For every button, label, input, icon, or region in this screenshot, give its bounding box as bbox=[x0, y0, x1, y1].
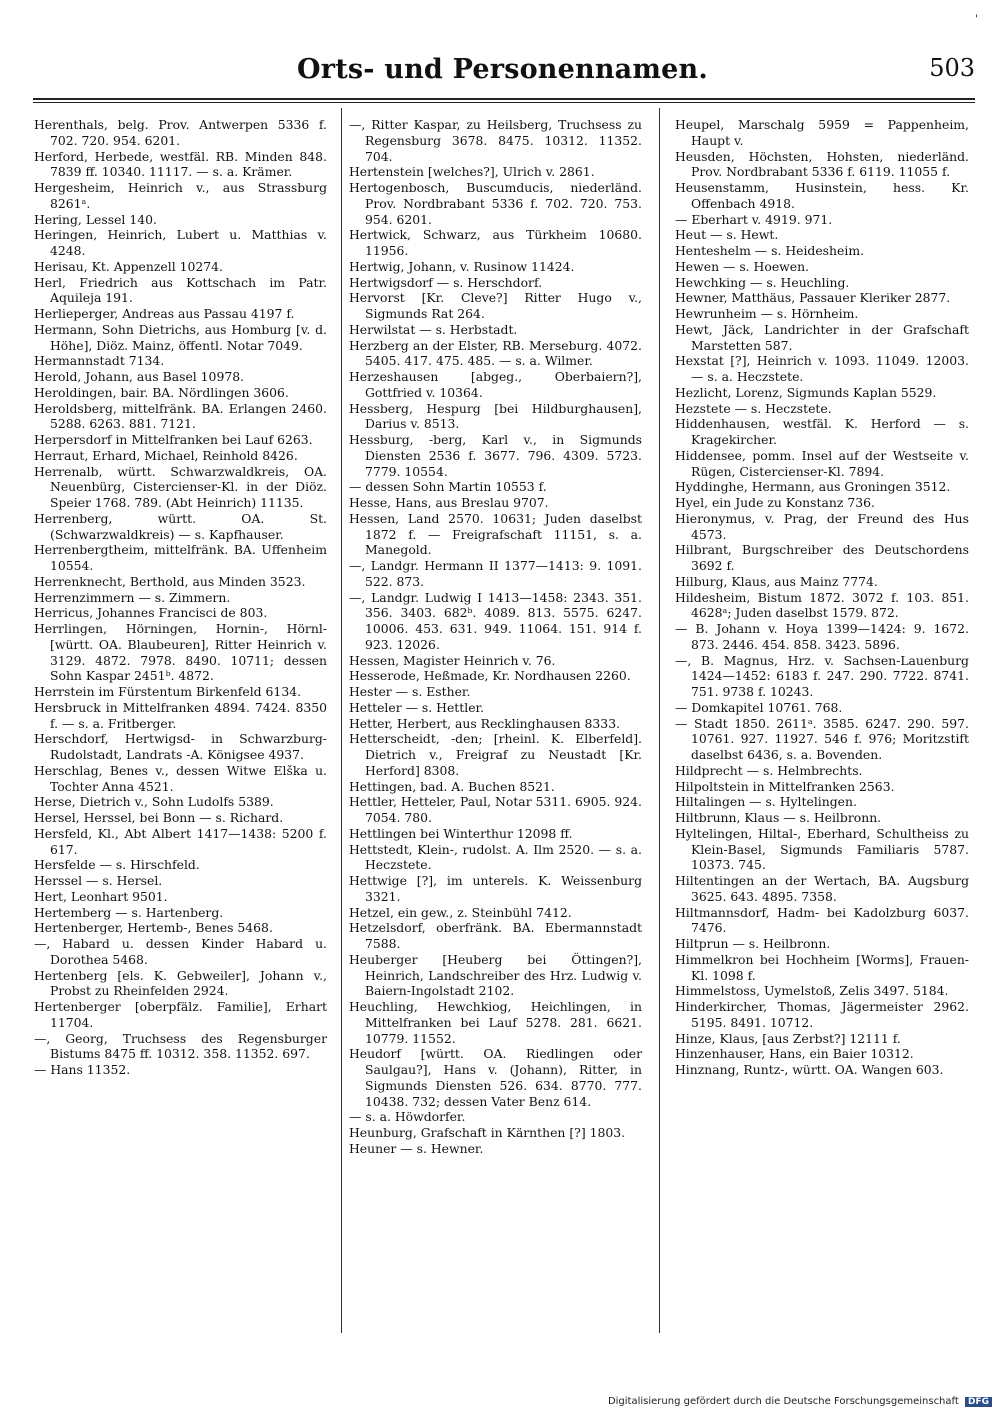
index-entry: — dessen Sohn Martin 10553 f. bbox=[349, 479, 547, 495]
index-entry: Herricus, Johannes Francisci de 803. bbox=[34, 605, 268, 621]
index-entry: Herschlag, Benes v., dessen Witwe Elška u. Tochter Anna 4521. bbox=[34, 762, 327, 794]
index-entry: Hersel, Herssel, bei Bonn — s. Richard. bbox=[34, 810, 284, 825]
index-entry: —, Georg, Truchsess des Regensburger Bistums 8475 ff. 10312. 358. 11352. 697. bbox=[34, 1030, 327, 1062]
index-entry: — Eberhart v. 4919. 971. bbox=[675, 211, 833, 227]
index-entry: —, B. Magnus, Hrz. v. Sachsen-Lauenburg 1424—1452: 6183 f. 247. 290. 7722. 8741. 751. 9738 f. 10243. bbox=[675, 652, 969, 699]
index-entry: Hilpoltstein in Mittelfranken 2563. bbox=[675, 778, 895, 794]
index-entry: Henteshelm — s. Heidesheim. bbox=[675, 243, 865, 258]
index-entry: Hyddinghe, Hermann, aus Groningen 3512. bbox=[675, 479, 951, 495]
index-entry: Herrenzimmern — s. Zimmern. bbox=[34, 589, 231, 605]
index-entry: Himmelstoss, Uymelstoß, Zelis 3497. 5184. bbox=[675, 983, 949, 999]
index-entry: Heuberger [Heuberg bei Öttingen?], Heinrich, Landschreiber des Hrz. Ludwig v. Baiern-Ingolstadt 2102. bbox=[349, 951, 642, 999]
index-entry: — B. Johann v. Hoya 1399—1424: 9. 1672. 873. 2446. 454. 858. 3423. 5896. bbox=[675, 621, 969, 652]
index-entry: Hiddenhausen, westfäl. K. Herford — s. Kragekircher. bbox=[675, 416, 969, 447]
index-entry: Hewrunheim — s. Hörnheim. bbox=[675, 306, 859, 321]
index-entry: Heroldingen, bair. BA. Nördlingen 3606. bbox=[34, 384, 289, 400]
index-entry: Herse, Dietrich v., Sohn Ludolfs 5389. bbox=[34, 794, 274, 810]
index-entry: Hertenberg [els. K. Gebweiler], Johann v., Probst zu Rheinfelden 2924. bbox=[34, 967, 327, 999]
index-entry: Herpersdorf in Mittelfranken bei Lauf 6263. bbox=[34, 432, 313, 447]
index-entry: Herrstein im Fürstentum Birkenfeld 6134. bbox=[34, 684, 302, 699]
index-entry: Hertwig, Johann, v. Rusinow 11424. bbox=[349, 258, 575, 274]
index-entry: Hetzelsdorf, oberfränk. BA. Ebermannstadt 7588. bbox=[349, 920, 642, 951]
index-entry: —, Ritter Kaspar, zu Heilsberg, Truchsess zu Regensburg 3678. 8475. 10312. 11352. 704. bbox=[349, 117, 642, 164]
index-entry: Hessberg, Hespurg [bei Hildburghausen], Darius v. 8513. bbox=[349, 400, 642, 432]
header-rule-thin bbox=[33, 102, 975, 103]
index-entry: Herford, Herbede, westfäl. RB. Minden 848. 7839 ff. 10340. 11117. — s. a. Krämer. bbox=[34, 148, 327, 180]
index-entry: Hersfeld, Kl., Abt Albert 1417—1438: 5200 f. 617. bbox=[34, 825, 327, 857]
index-entry: Herssel — s. Hersel. bbox=[34, 873, 163, 888]
index-entry: Heusenstamm, Husinstein, hess. Kr. Offenbach 4918. bbox=[675, 180, 969, 211]
index-entry: Herold, Johann, aus Basel 10978. bbox=[34, 369, 245, 384]
index-entry: — Domkapitel 10761. 768. bbox=[675, 699, 843, 715]
index-entry: Hering, Lessel 140. bbox=[34, 211, 157, 227]
index-entry: Hertogenbosch, Buscumducis, niederländ. Prov. Nordbrabant 5336 f. 702. 720. 753. 954. 6201. bbox=[349, 180, 642, 227]
index-entry: Hiltbrunn, Klaus — s. Heilbronn. bbox=[675, 810, 882, 825]
index-entry: Hinderkircher, Thomas, Jägermeister 2962. 5195. 8491. 10712. bbox=[675, 999, 969, 1030]
footer-credit bbox=[608, 1396, 992, 1407]
index-entry: Herrenbergtheim, mittelfränk. BA. Uffenheim 10554. bbox=[34, 542, 327, 573]
index-entry: Hewner, Matthäus, Passauer Kleriker 2877. bbox=[675, 290, 951, 306]
index-entry: Hetzel, ein gew., z. Steinbühl 7412. bbox=[349, 904, 572, 920]
index-column-1 bbox=[34, 117, 327, 1078]
index-entry: Heroldsberg, mittelfränk. BA. Erlangen 2460. 5288. 6263. 881. 7121. bbox=[34, 400, 327, 432]
index-column-3 bbox=[675, 117, 969, 1078]
index-entry: Herrenknecht, Berthold, aus Minden 3523. bbox=[34, 573, 306, 589]
index-entry: Hyel, ein Jude zu Konstanz 736. bbox=[675, 495, 875, 510]
index-entry: Heusden, Höchsten, Hohsten, niederländ. Prov. Nordbrabant 5336 f. 6119. 11055 f. bbox=[675, 148, 969, 180]
index-entry: Herlieperger, Andreas aus Passau 4197 f. bbox=[34, 306, 295, 321]
index-entry: Hertemberg — s. Hartenberg. bbox=[34, 904, 224, 920]
index-entry: Heut — s. Hewt. bbox=[675, 227, 779, 243]
index-entry: Hinznang, Runtz-, württ. OA. Wangen 603. bbox=[675, 1062, 944, 1077]
index-entry: Hervorst [Kr. Cleve?] Ritter Hugo v., Sigmunds Rat 264. bbox=[349, 290, 642, 321]
index-entry: Heringen, Heinrich, Lubert u. Matthias v. 4248. bbox=[34, 227, 327, 258]
index-entry: Hertwigsdorf — s. Herschdorf. bbox=[349, 274, 543, 290]
index-entry: Herrenalb, württ. Schwarzwaldkreis, OA. Neuenbürg, Cistercienser-Kl. in der Diöz. Speier 1768. 789. (Abt Heinrich) 11135. bbox=[34, 463, 327, 510]
index-entry: Herrlingen, Hörningen, Hornin-, Hörnl- [württ. OA. Blaubeuren], Ritter Heinrich v. 3129. 4872. 7978. 8490. 10711; dessen Sohn Kaspar 2451ᵇ. 4872. bbox=[34, 621, 327, 684]
index-entry: Herzberg an der Elster, RB. Merseburg. 4072. 5405. 417. 475. 485. — s. a. Wilmer. bbox=[349, 337, 642, 369]
index-entry: Hiltprun — s. Heilbronn. bbox=[675, 936, 831, 951]
index-entry: Hiltentingen an der Wertach, BA. Augsburg 3625. 643. 4895. 7358. bbox=[675, 873, 969, 904]
index-entry: Hetter, Herbert, aus Recklinghausen 8333. bbox=[349, 715, 621, 731]
index-entry: Hettwige [?], im unterels. K. Weissenburg 3321. bbox=[349, 873, 642, 904]
index-entry: Herenthals, belg. Prov. Antwerpen 5336 f. 702. 720. 954. 6201. bbox=[34, 117, 327, 148]
index-entry: Hexstat [?], Heinrich v. 1093. 11049. 12003. — s. a. Heczstete. bbox=[675, 353, 969, 384]
index-entry: —, Landgr. Hermann II 1377—1413: 9. 1091. 522. 873. bbox=[349, 558, 642, 589]
index-entry: Hettingen, bad. A. Buchen 8521. bbox=[349, 778, 555, 794]
index-entry: Heudorf [württ. OA. Riedlingen oder Saulgau?], Hans v. (Johann), Ritter, in Sigmunds Diensten 526. 634. 8770. 777. 10438. 732; dessen Vater Benz 614. bbox=[349, 1046, 642, 1109]
index-entry: — Stadt 1850. 2611ᵃ. 3585. 6247. 290. 597. 10761. 927. 11927. 546 f. 976; Moritzstift daselbst 6436, s. a. Bovenden. bbox=[675, 715, 969, 762]
index-entry: Heunburg, Grafschaft in Kärnthen [?] 1803. bbox=[349, 1125, 626, 1140]
index-column-2 bbox=[349, 117, 642, 1157]
page-title: Orts- und Personennamen. bbox=[297, 54, 708, 85]
index-entry: Hessburg, -berg, Karl v., in Sigmunds Diensten 2536 f. 3677. 796. 4309. 5723. 7779. 10554. bbox=[349, 432, 642, 479]
index-entry: Hergesheim, Heinrich v., aus Strassburg 8261ᵃ. bbox=[34, 180, 327, 211]
index-entry: Hyltelingen, Hiltal-, Eberhard, Schultheiss zu Klein-Basel, Sigmunds Familiaris 5787. 10373. 745. bbox=[675, 825, 969, 873]
index-entry: Herzeshausen [abgeg., Oberbaiern?], Gottfried v. 10364. bbox=[349, 369, 642, 400]
index-entry: —, Landgr. Ludwig I 1413—1458: 2343. 351. 356. 3403. 682ᵇ. 4089. 813. 5575. 6247. 10006. 453. 631. 949. 11064. 151. 914 f. 923. 12026. bbox=[349, 589, 642, 652]
index-entry: Hertenstein [welches?], Ulrich v. 2861. bbox=[349, 164, 595, 180]
index-entry: Hesse, Hans, aus Breslau 9707. bbox=[349, 495, 549, 510]
column-divider bbox=[659, 108, 660, 1333]
index-entry: Hilburg, Klaus, aus Mainz 7774. bbox=[675, 573, 878, 589]
index-entry: Hildesheim, Bistum 1872. 3072 f. 103. 851. 4628ᵃ; Juden daselbst 1579. 872. bbox=[675, 589, 969, 621]
index-entry: Hetteler — s. Hettler. bbox=[349, 699, 485, 715]
index-entry: Herraut, Erhard, Michael, Reinhold 8426. bbox=[34, 447, 298, 463]
index-entry: Heupel, Marschalg 5959 = Pappenheim, Haupt v. bbox=[675, 117, 969, 148]
index-entry: Hewchking — s. Heuchling. bbox=[675, 274, 850, 290]
index-entry: Hewt, Jäck, Landrichter in der Grafschaft Marstetten 587. bbox=[675, 321, 969, 353]
index-entry: —, Habard u. dessen Kinder Habard u. Dorothea 5468. bbox=[34, 936, 327, 967]
index-entry: Hert, Leonhart 9501. bbox=[34, 888, 168, 904]
index-entry: Hessen, Land 2570. 10631; Juden daselbst 1872 f. — Freigrafschaft 11151, s. a. Manegold. bbox=[349, 510, 642, 558]
index-entry: Hilbrant, Burgschreiber des Deutschordens 3692 f. bbox=[675, 542, 969, 573]
page-header bbox=[30, 50, 975, 94]
index-entry: Hesserode, Heßmade, Kr. Nordhausen 2260. bbox=[349, 668, 631, 684]
index-entry: Hinzenhauser, Hans, ein Baier 10312. bbox=[675, 1046, 914, 1062]
index-entry: Heuchling, Hewchkiog, Heichlingen, in Mittelfranken bei Lauf 5278. 281. 6621. 10779. 11552. bbox=[349, 999, 642, 1046]
index-entry: Hersbruck in Mittelfranken 4894. 7424. 8350 f. — s. a. Fritberger. bbox=[34, 699, 327, 731]
index-entry: Herisau, Kt. Appenzell 10274. bbox=[34, 258, 223, 274]
index-entry: Hiddensee, pomm. Insel auf der Westseite v. Rügen, Cistercienser-Kl. 7894. bbox=[675, 447, 969, 479]
index-entry: Hiltalingen — s. Hyltelingen. bbox=[675, 794, 857, 810]
index-entry: Hertenberger [oberpfälz. Familie], Erhart 11704. bbox=[34, 999, 327, 1030]
index-entry: Hezstete — s. Heczstete. bbox=[675, 400, 832, 416]
footer-text: Digitalisierung gefördert durch die Deutsche Forschungsgemeinschaft bbox=[607, 1396, 959, 1407]
index-entry: Hieronymus, v. Prag, der Freund des Hus 4573. bbox=[675, 510, 969, 542]
margin-mark: ' bbox=[975, 14, 978, 25]
index-entry: Hettlingen bei Winterthur 12098 ff. bbox=[349, 825, 573, 841]
index-entry: Hildprecht — s. Helmbrechts. bbox=[675, 762, 863, 778]
index-entry: Hessen, Magister Heinrich v. 76. bbox=[349, 652, 556, 668]
index-entry: Herl, Friedrich aus Kottschach im Patr. Aquileja 191. bbox=[34, 274, 327, 306]
index-entry: Herwilstat — s. Herbstadt. bbox=[349, 321, 518, 337]
index-entry: Herrenberg, württ. OA. St. (Schwarzwaldkreis) — s. Kapfhauser. bbox=[34, 510, 327, 542]
index-entry: Hewen — s. Hoewen. bbox=[675, 258, 810, 274]
index-entry: Hinze, Klaus, [aus Zerbst?] 12111 f. bbox=[675, 1030, 901, 1046]
index-entry: Hersfelde — s. Hirschfeld. bbox=[34, 857, 200, 873]
column-divider bbox=[341, 108, 342, 1333]
index-entry: Herschdorf, Hertwigsd- in Schwarzburg-Rudolstadt, Landrats -A. Königsee 4937. bbox=[34, 731, 327, 762]
index-entry: Hetterscheidt, -den; [rheinl. K. Elberfeld]. Dietrich v., Freigraf zu Neustadt [Kr. Herford] 8308. bbox=[349, 731, 642, 778]
index-entry: — Hans 11352. bbox=[34, 1062, 131, 1077]
index-entry: Hester — s. Esther. bbox=[349, 684, 471, 699]
index-entry: — s. a. Höwdorfer. bbox=[349, 1109, 466, 1125]
index-entry: Hiltmannsdorf, Hadm- bei Kadolzburg 6037. 7476. bbox=[675, 904, 969, 936]
index-entry: Heuner — s. Hewner. bbox=[349, 1140, 484, 1156]
index-entry: Hertwick, Schwarz, aus Türkheim 10680. 11956. bbox=[349, 227, 642, 258]
dfg-logo: DFG bbox=[965, 1397, 992, 1407]
index-entry: Himmelkron bei Hochheim [Worms], Frauen-Kl. 1098 f. bbox=[675, 951, 969, 983]
index-entry: Hermann, Sohn Dietrichs, aus Homburg [v. d. Höhe], Diöz. Mainz, öffentl. Notar 7049. bbox=[34, 321, 327, 353]
index-entry: Hertenberger, Hertemb-, Benes 5468. bbox=[34, 920, 273, 936]
index-entry: Hettler, Hetteler, Paul, Notar 5311. 6905. 924. 7054. 780. bbox=[349, 794, 642, 825]
index-entry: Hezlicht, Lorenz, Sigmunds Kaplan 5529. bbox=[675, 384, 937, 400]
header-rule-thick bbox=[33, 98, 975, 100]
page-number: 503 bbox=[929, 54, 975, 82]
index-entry: Hettstedt, Klein-, rudolst. A. Ilm 2520. — s. a. Heczstete. bbox=[349, 841, 642, 873]
index-entry: Hermannstadt 7134. bbox=[34, 353, 165, 369]
